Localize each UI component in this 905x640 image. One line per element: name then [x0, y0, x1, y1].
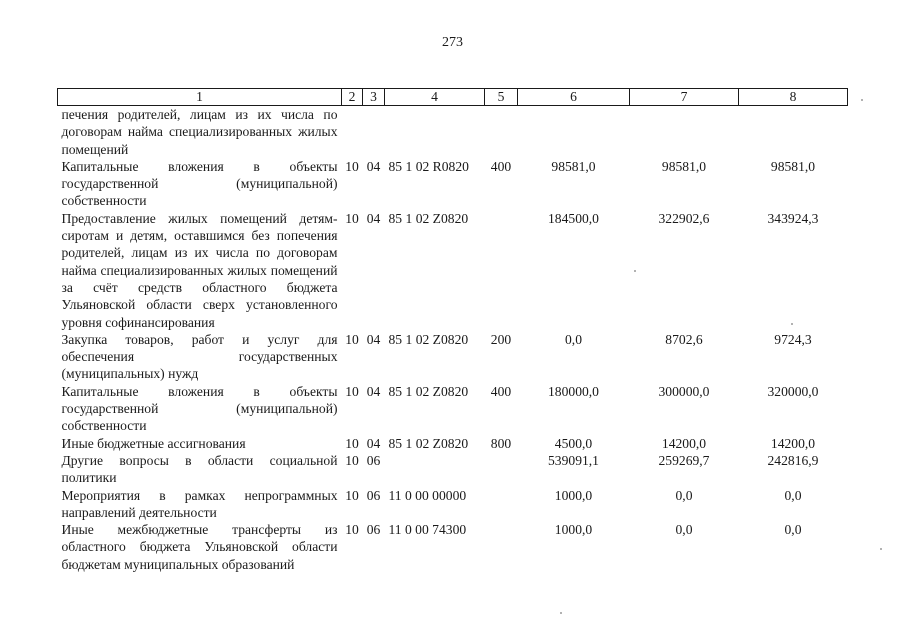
row-name: Мероприятия в рамках непрограммных направлений деятельности [61, 487, 338, 520]
row-value-col7: 14200,0 [661, 435, 707, 451]
row-section: 10 [345, 487, 359, 503]
row-expense-type: 200 [490, 331, 512, 347]
row-subsection: 04 [366, 331, 381, 347]
row-section: 10 [345, 331, 359, 347]
header-cell-4: 4 [385, 89, 485, 106]
row-section: 10 [345, 158, 359, 174]
scan-speck [880, 548, 882, 550]
row-section: 10 [345, 383, 359, 399]
row-value-col8: 242816,9 [767, 452, 819, 468]
row-value-col7 [630, 106, 739, 158]
row-value-col6: 0,0 [565, 331, 582, 347]
row-value-col8: 343924,3 [767, 210, 819, 226]
row-value-col7: 0,0 [675, 522, 693, 538]
row-expense-type: 400 [490, 158, 512, 174]
table-row [58, 158, 848, 210]
row-value-col8 [739, 106, 848, 158]
row-value-col6: 1000,0 [554, 522, 593, 538]
header-cell-1: 1 [58, 89, 342, 106]
row-target-article: 85 1 02 Z0820 [388, 383, 469, 399]
row-value-col6: 4500,0 [554, 435, 593, 451]
header-cell-7: 7 [630, 89, 739, 106]
row-expense-type: 800 [490, 435, 512, 451]
row-name: печения родителей, лицам из их числа по договорам найма специализированных жилых помещений [61, 107, 338, 157]
row-target-article: 11 0 00 74300 [388, 522, 467, 538]
row-expense-type [485, 452, 518, 487]
row-value-col7: 322902,6 [658, 210, 710, 226]
row-name: Капитальные вложения в объекты государственной (муниципальной) собственности [61, 158, 338, 209]
table-row [58, 452, 848, 487]
row-name: Иные межбюджетные трансферты из областного бюджета Ульяновской области бюджетам муниципальных образований [61, 522, 338, 572]
budget-table [57, 88, 848, 573]
header-cell-5: 5 [485, 89, 518, 106]
row-value-col7: 8702,6 [665, 331, 703, 347]
row-name: Иные бюджетные ассигнования [61, 435, 246, 451]
row-subsection [363, 106, 385, 158]
row-value-col6: 98581,0 [551, 158, 596, 174]
row-target-article: 85 1 02 Z0820 [388, 435, 469, 451]
page-number: 273 [442, 35, 463, 50]
row-name: Закупка товаров, работ и услуг для обеспечения государственных (муниципальных) нужд [61, 331, 338, 382]
header-cell-8: 8 [739, 89, 848, 106]
row-target-article: 85 1 02 R0820 [388, 158, 469, 174]
header-cell-3: 3 [363, 89, 385, 106]
row-section: 10 [345, 452, 359, 468]
table-row [58, 210, 848, 331]
row-target-article [385, 452, 485, 487]
row-value-col8: 320000,0 [767, 383, 819, 399]
row-name: Другие вопросы в области социальной политики [61, 452, 338, 486]
row-section: 10 [345, 210, 359, 226]
row-section [342, 106, 363, 158]
row-expense-type [485, 106, 518, 158]
row-subsection: 06 [366, 452, 381, 468]
row-value-col7: 300000,0 [658, 383, 710, 399]
row-value-col8: 98581,0 [770, 158, 816, 174]
row-section: 10 [345, 435, 359, 451]
header-cell-2: 2 [342, 89, 363, 106]
header-cell-6: 6 [518, 89, 630, 106]
row-name: Капитальные вложения в объекты государственной (муниципальной) собственности [61, 383, 338, 434]
row-value-col8: 14200,0 [770, 435, 816, 451]
row-subsection: 06 [366, 487, 381, 503]
row-expense-type: 400 [490, 383, 512, 399]
row-subsection: 04 [366, 435, 381, 451]
row-target-article [385, 106, 485, 158]
header-row [58, 89, 848, 106]
row-value-col6: 539091,1 [548, 452, 599, 468]
row-value-col6: 180000,0 [548, 383, 599, 399]
row-value-col7: 98581,0 [661, 158, 707, 174]
scan-speck [791, 323, 793, 325]
table-row [58, 435, 848, 452]
row-target-article: 85 1 02 Z0820 [388, 331, 469, 347]
scan-speck [560, 612, 562, 614]
table-row [58, 521, 848, 573]
row-expense-type [485, 521, 518, 573]
row-subsection: 04 [366, 210, 381, 226]
row-value-col8: 9724,3 [774, 331, 812, 347]
row-target-article: 85 1 02 Z0820 [388, 210, 469, 226]
row-target-article: 11 0 00 00000 [388, 487, 467, 503]
row-section: 10 [345, 522, 359, 538]
row-value-col7: 259269,7 [658, 452, 710, 468]
row-value-col7: 0,0 [675, 487, 693, 503]
row-value-col6: 184500,0 [548, 210, 599, 226]
row-value-col8: 0,0 [784, 487, 802, 503]
row-subsection: 04 [366, 383, 381, 399]
row-expense-type [485, 210, 518, 331]
row-subsection: 06 [366, 522, 381, 538]
table-row [58, 383, 848, 435]
row-value-col6: 1000,0 [554, 487, 593, 503]
row-name: Предоставление жилых помещений детям-сиротам и детям, оставшимся без попечения родителей, лицам из их числа по договорам найма специализированных жилых помещений за счёт средств областного бюджета Ульяновской области сверх установленного уровня софинансирования [61, 210, 338, 330]
table-row [58, 331, 848, 383]
row-value-col6 [518, 106, 630, 158]
row-expense-type [485, 487, 518, 522]
row-subsection: 04 [366, 158, 381, 174]
scan-speck [861, 99, 863, 101]
row-value-col8: 0,0 [784, 522, 802, 538]
table-row [58, 106, 848, 158]
scan-speck [634, 270, 636, 272]
table-row [58, 487, 848, 522]
